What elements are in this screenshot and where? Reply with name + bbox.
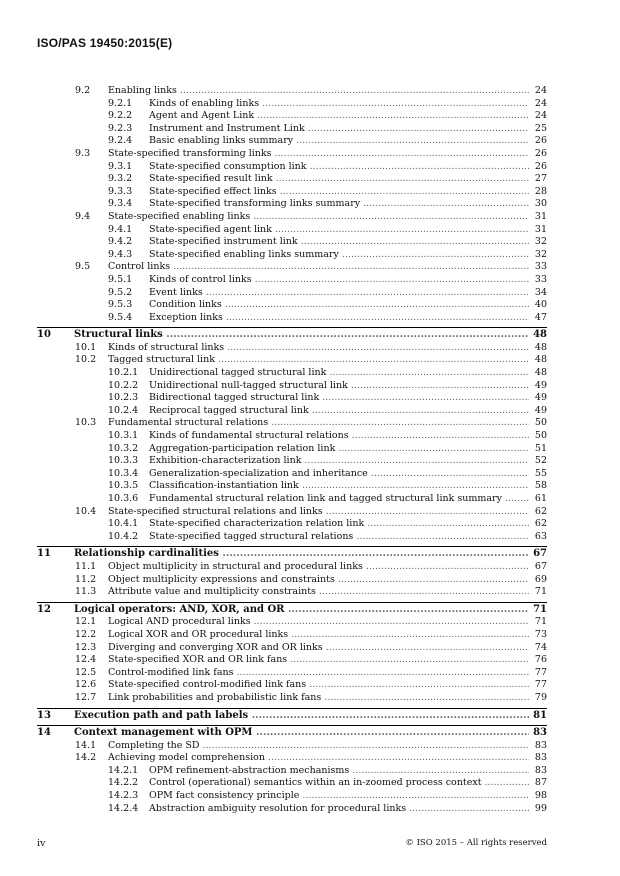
toc-entry-page: 24 bbox=[529, 85, 547, 98]
toc-entry-number: 12 bbox=[37, 603, 51, 615]
toc-entry[interactable] bbox=[37, 586, 547, 599]
page-footer bbox=[37, 838, 547, 849]
toc-entry-page: 49 bbox=[529, 380, 547, 393]
toc-entry[interactable] bbox=[37, 468, 547, 481]
toc-entry-page: 71 bbox=[529, 616, 547, 629]
toc-entry-number: 10.4.2 bbox=[108, 530, 139, 542]
toc-entry-page: 48 bbox=[529, 329, 547, 342]
chapter-separator bbox=[37, 725, 547, 726]
toc-entry[interactable] bbox=[37, 342, 547, 355]
toc-entry-page: 99 bbox=[529, 803, 547, 816]
toc-entry-title: State-specified transforming links ..... bbox=[108, 148, 529, 161]
toc-entry-page: 77 bbox=[529, 679, 547, 692]
toc-entry-number: 10.3.6 bbox=[108, 493, 139, 504]
toc-entry-title: Logical AND procedural links ..... bbox=[108, 616, 529, 629]
toc-entry-title: Event links ..... bbox=[149, 287, 529, 300]
toc-entry-page: 26 bbox=[529, 161, 547, 174]
toc-entry-number: 12.1 bbox=[75, 616, 97, 628]
toc-entry-number: 9.3.2 bbox=[108, 173, 133, 185]
toc-entry-title: Context management with OPM ..... bbox=[74, 727, 529, 740]
toc-entry-number: 9.3.4 bbox=[108, 198, 133, 210]
toc-entry-number: 12.5 bbox=[75, 666, 97, 678]
toc-entry-title: Kinds of structural links ..... bbox=[108, 342, 529, 355]
toc-entry-title: State-specified effect links ..... bbox=[149, 186, 529, 199]
toc-entry-number: 9.5.4 bbox=[108, 311, 133, 323]
toc-entry-page: 77 bbox=[529, 667, 547, 680]
toc-entry-title: Agent and Agent Link ..... bbox=[149, 110, 529, 123]
toc-entry-page: 51 bbox=[529, 443, 547, 456]
toc-entry-page: 49 bbox=[529, 392, 547, 405]
toc-entry-number: 9.2.4 bbox=[108, 135, 133, 147]
toc-entry-page: 47 bbox=[529, 312, 547, 325]
toc-entry-number: 11.1 bbox=[75, 560, 97, 572]
toc-entry-number: 14.2 bbox=[75, 752, 97, 764]
toc-entry-page: 31 bbox=[529, 211, 547, 224]
toc-entry-number: 9.4.1 bbox=[108, 223, 133, 235]
toc-entry-number: 9.3 bbox=[75, 147, 91, 159]
chapter-separator bbox=[37, 602, 547, 603]
toc-entry[interactable] bbox=[37, 667, 547, 680]
toc-entry-page: 87 bbox=[529, 777, 547, 790]
toc-entry-page: 27 bbox=[529, 173, 547, 186]
toc-entry[interactable] bbox=[37, 574, 547, 587]
toc-entry-page: 49 bbox=[529, 405, 547, 418]
toc-entry-title: State-specified control-modified link fans ..... bbox=[108, 679, 529, 692]
toc-entry-page: 71 bbox=[529, 604, 547, 617]
toc-entry[interactable] bbox=[37, 531, 547, 544]
toc-entry[interactable] bbox=[37, 236, 547, 249]
toc-entry-number: 9.4.3 bbox=[108, 248, 133, 260]
toc-entry[interactable] bbox=[37, 455, 547, 468]
toc-entry-title: Unidirectional null-tagged structural link ..... bbox=[149, 380, 529, 393]
toc-entry-page: 83 bbox=[529, 727, 547, 740]
toc-entry-page: 48 bbox=[529, 354, 547, 367]
chapter-separator bbox=[37, 546, 547, 547]
toc-entry-page: 52 bbox=[529, 455, 547, 468]
toc-entry-number: 14.1 bbox=[75, 739, 97, 751]
toc-entry[interactable] bbox=[37, 777, 547, 790]
toc-entry-number: 10 bbox=[37, 329, 51, 341]
toc-entry[interactable] bbox=[37, 803, 547, 816]
toc-entry-page: 32 bbox=[529, 249, 547, 262]
toc-entry-page: 83 bbox=[529, 740, 547, 753]
toc-entry-number: 9.2.2 bbox=[108, 110, 133, 122]
toc-entry[interactable] bbox=[37, 405, 547, 418]
toc-entry-number: 14.2.1 bbox=[108, 764, 139, 776]
toc-entry-title: Logical XOR and OR procedural links ..... bbox=[108, 629, 529, 642]
toc-entry-number: 9.3.1 bbox=[108, 160, 133, 172]
toc-entry-title: Fundamental structural relation link and tagged structural link summary ..... bbox=[149, 493, 529, 506]
toc-entry-title: Generalization-specialization and inheritance ..... bbox=[149, 468, 529, 481]
toc-entry[interactable] bbox=[37, 392, 547, 405]
toc-entry-page: 67 bbox=[529, 548, 547, 561]
toc-entry-number: 11 bbox=[37, 548, 51, 560]
toc-entry-title: Diverging and converging XOR and OR links ..... bbox=[108, 642, 529, 655]
toc-entry-page: 40 bbox=[529, 299, 547, 312]
toc-entry-number: 14 bbox=[37, 727, 51, 739]
toc-entry-title: State-specified enabling links ..... bbox=[108, 211, 529, 224]
toc-entry-number: 9.2.3 bbox=[108, 122, 133, 134]
toc-entry-title: State-specified characterization relation link ..... bbox=[149, 518, 529, 531]
toc-entry-title: Object multiplicity in structural and procedural links ..... bbox=[108, 561, 529, 574]
toc-entry[interactable] bbox=[37, 417, 547, 430]
toc-entry[interactable] bbox=[37, 679, 547, 692]
toc-entry-title: Basic enabling links summary ..... bbox=[149, 135, 529, 148]
toc-entry[interactable] bbox=[37, 224, 547, 237]
toc-entry-number: 10.3.5 bbox=[108, 480, 139, 492]
toc-entry-number: 13 bbox=[37, 709, 51, 721]
toc-entry[interactable] bbox=[37, 354, 547, 367]
toc-entry-number: 12.3 bbox=[75, 641, 97, 653]
toc-entry-title: State-specified tagged structural relations ..... bbox=[149, 531, 529, 544]
toc-entry-number: 10.4.1 bbox=[108, 518, 139, 530]
toc-entry-page: 32 bbox=[529, 236, 547, 249]
toc-entry-number: 14.2.3 bbox=[108, 790, 139, 802]
toc-entry-page: 55 bbox=[529, 468, 547, 481]
toc-entry-number: 14.2.4 bbox=[108, 802, 139, 814]
toc-entry-page: 25 bbox=[529, 123, 547, 136]
toc-entry-title: Control links ..... bbox=[108, 261, 529, 274]
toc-entry-number: 12.4 bbox=[75, 654, 97, 666]
toc-entry-title: Reciprocal tagged structural link ..... bbox=[149, 405, 529, 418]
toc-entry[interactable] bbox=[37, 367, 547, 380]
toc-entry[interactable] bbox=[37, 299, 547, 312]
toc-entry-title: State-specified result link ..... bbox=[149, 173, 529, 186]
toc-entry-page: 83 bbox=[529, 765, 547, 778]
toc-entry-number: 12.2 bbox=[75, 628, 97, 640]
toc-entry[interactable] bbox=[37, 727, 547, 740]
chapter-separator bbox=[37, 708, 547, 709]
toc-entry[interactable] bbox=[37, 518, 547, 531]
toc-entry[interactable] bbox=[37, 135, 547, 148]
toc-entry-page: 34 bbox=[529, 287, 547, 300]
toc-entry-title: State-specified instrument link ..... bbox=[149, 236, 529, 249]
toc-entry-number: 10.2.1 bbox=[108, 367, 139, 379]
toc-entry-page: 28 bbox=[529, 186, 547, 199]
toc-entry[interactable] bbox=[37, 710, 547, 723]
toc-entry-page: 71 bbox=[529, 586, 547, 599]
toc-entry-page: 62 bbox=[529, 518, 547, 531]
toc-entry[interactable] bbox=[37, 506, 547, 519]
toc-entry-number: 9.5 bbox=[75, 261, 91, 273]
toc-entry-title: Tagged structural link ..... bbox=[108, 354, 529, 367]
copyright-notice: © ISO 2015 – All rights reserved bbox=[405, 838, 547, 848]
toc-entry-title: State-specified transforming links summary ..... bbox=[149, 198, 529, 211]
toc-entry[interactable] bbox=[37, 765, 547, 778]
table-of-contents bbox=[37, 85, 547, 815]
toc-entry[interactable] bbox=[37, 123, 547, 136]
toc-entry-title: Attribute value and multiplicity constraints ..... bbox=[108, 586, 529, 599]
toc-entry-number: 9.2 bbox=[75, 85, 91, 96]
toc-entry[interactable] bbox=[37, 443, 547, 456]
toc-entry-title: Completing the SD ..... bbox=[108, 740, 529, 753]
toc-entry-page: 81 bbox=[529, 710, 547, 723]
toc-entry[interactable] bbox=[37, 740, 547, 753]
toc-entry[interactable] bbox=[37, 629, 547, 642]
page-number: iv bbox=[37, 838, 46, 849]
toc-entry[interactable] bbox=[37, 616, 547, 629]
toc-entry-page: 63 bbox=[529, 531, 547, 544]
toc-entry-title: Kinds of enabling links ..... bbox=[149, 98, 529, 111]
toc-entry-number: 10.1 bbox=[75, 341, 97, 353]
toc-entry-page: 50 bbox=[529, 417, 547, 430]
toc-entry-title: Object multiplicity expressions and constraints ..... bbox=[108, 574, 529, 587]
toc-entry-number: 14.2.2 bbox=[108, 777, 139, 789]
toc-entry-page: 98 bbox=[529, 790, 547, 803]
toc-entry[interactable] bbox=[37, 110, 547, 123]
toc-entry-number: 10.2.3 bbox=[108, 392, 139, 404]
toc-entry[interactable] bbox=[37, 98, 547, 111]
toc-entry-number: 11.3 bbox=[75, 586, 97, 598]
toc-entry-page: 48 bbox=[529, 342, 547, 355]
toc-entry-title: Achieving model comprehension ..... bbox=[108, 752, 529, 765]
toc-entry-page: 26 bbox=[529, 148, 547, 161]
toc-entry-title: Classification-instantiation link ..... bbox=[149, 480, 529, 493]
toc-entry-number: 10.3.3 bbox=[108, 455, 139, 467]
toc-entry[interactable] bbox=[37, 85, 547, 98]
toc-entry-title: Relationship cardinalities ..... bbox=[74, 548, 529, 561]
toc-entry-title: Condition links ..... bbox=[149, 299, 529, 312]
toc-entry-page: 83 bbox=[529, 752, 547, 765]
toc-entry-title: Instrument and Instrument Link ..... bbox=[149, 123, 529, 136]
toc-entry-title: Exception links ..... bbox=[149, 312, 529, 325]
toc-entry-page: 76 bbox=[529, 654, 547, 667]
toc-entry[interactable] bbox=[37, 261, 547, 274]
toc-entry-page: 62 bbox=[529, 506, 547, 519]
toc-entry-title: Fundamental structural relations ..... bbox=[108, 417, 529, 430]
toc-entry[interactable] bbox=[37, 604, 547, 617]
toc-entry-number: 12.6 bbox=[75, 679, 97, 691]
toc-entry-page: 73 bbox=[529, 629, 547, 642]
toc-entry[interactable] bbox=[37, 274, 547, 287]
toc-entry[interactable] bbox=[37, 211, 547, 224]
toc-entry-number: 10.4 bbox=[75, 505, 97, 517]
toc-entry[interactable] bbox=[37, 642, 547, 655]
toc-entry-number: 9.4.2 bbox=[108, 236, 133, 248]
toc-entry[interactable] bbox=[37, 148, 547, 161]
toc-entry[interactable] bbox=[37, 790, 547, 803]
toc-entry-title: State-specified agent link ..... bbox=[149, 224, 529, 237]
toc-entry-title: Abstraction ambiguity resolution for procedural links ..... bbox=[149, 803, 529, 816]
toc-entry-title: OPM fact consistency principle ..... bbox=[149, 790, 529, 803]
toc-entry[interactable] bbox=[37, 548, 547, 561]
toc-entry-number: 10.3.1 bbox=[108, 430, 139, 442]
toc-entry[interactable] bbox=[37, 198, 547, 211]
toc-entry-page: 58 bbox=[529, 480, 547, 493]
toc-entry-page: 50 bbox=[529, 430, 547, 443]
toc-entry[interactable] bbox=[37, 249, 547, 262]
toc-entry-number: 9.2.1 bbox=[108, 97, 133, 109]
toc-entry-number: 11.2 bbox=[75, 573, 97, 585]
toc-entry-page: 26 bbox=[529, 135, 547, 148]
toc-entry[interactable] bbox=[37, 329, 547, 342]
toc-entry-page: 69 bbox=[529, 574, 547, 587]
toc-entry-page: 33 bbox=[529, 261, 547, 274]
chapter-separator bbox=[37, 327, 547, 328]
toc-entry-title: Execution path and path labels ..... bbox=[74, 710, 529, 723]
toc-entry-title: Control-modified link fans ..... bbox=[108, 667, 529, 680]
toc-entry-page: 61 bbox=[529, 493, 547, 506]
toc-entry[interactable] bbox=[37, 173, 547, 186]
toc-entry-page: 67 bbox=[529, 561, 547, 574]
toc-entry[interactable] bbox=[37, 287, 547, 300]
toc-entry-title: State-specified consumption link ..... bbox=[149, 161, 529, 174]
toc-entry-title: State-specified enabling links summary ..... bbox=[149, 249, 529, 262]
toc-entry-title: Link probabilities and probabilistic link fans ..... bbox=[108, 692, 529, 705]
toc-entry-title: Structural links ..... bbox=[74, 329, 529, 342]
toc-entry-title: Exhibition-characterization link ..... bbox=[149, 455, 529, 468]
toc-entry-number: 9.3.3 bbox=[108, 185, 133, 197]
toc-entry-page: 79 bbox=[529, 692, 547, 705]
toc-entry-number: 10.2 bbox=[75, 354, 97, 366]
toc-entry-title: Enabling links ..... bbox=[108, 85, 529, 98]
toc-entry[interactable] bbox=[37, 654, 547, 667]
toc-entry-title: Kinds of control links ..... bbox=[149, 274, 529, 287]
toc-entry-number: 12.7 bbox=[75, 691, 97, 703]
toc-entry-number: 9.5.2 bbox=[108, 286, 133, 298]
toc-entry-page: 74 bbox=[529, 642, 547, 655]
toc-entry-title: State-specified XOR and OR link fans ..... bbox=[108, 654, 529, 667]
toc-entry-title: Unidirectional tagged structural link ..... bbox=[149, 367, 529, 380]
toc-entry-number: 9.4 bbox=[75, 210, 91, 222]
toc-entry-page: 31 bbox=[529, 224, 547, 237]
toc-entry-title: OPM refinement-abstraction mechanisms ..... bbox=[149, 765, 529, 778]
toc-entry-title: Control (operational) semantics within an in-zoomed process context ..... bbox=[149, 777, 529, 790]
toc-entry-title: State-specified structural relations and links ..... bbox=[108, 506, 529, 519]
toc-entry[interactable] bbox=[37, 692, 547, 705]
toc-entry-number: 10.3 bbox=[75, 417, 97, 429]
toc-entry-page: 30 bbox=[529, 198, 547, 211]
toc-entry[interactable] bbox=[37, 380, 547, 393]
toc-entry-page: 24 bbox=[529, 110, 547, 123]
toc-entry[interactable] bbox=[37, 480, 547, 493]
toc-entry[interactable] bbox=[37, 186, 547, 199]
toc-entry-number: 10.2.2 bbox=[108, 379, 139, 391]
toc-entry-title: Aggregation-participation relation link ..... bbox=[149, 443, 529, 456]
toc-entry[interactable] bbox=[37, 161, 547, 174]
toc-entry-title: Bidirectional tagged structural link ..... bbox=[149, 392, 529, 405]
toc-entry-title: Kinds of fundamental structural relations ..... bbox=[149, 430, 529, 443]
toc-entry-number: 10.3.4 bbox=[108, 467, 139, 479]
toc-entry-number: 10.2.4 bbox=[108, 404, 139, 416]
toc-entry-number: 9.5.1 bbox=[108, 273, 133, 285]
document-header: ISO/PAS 19450:2015(E) bbox=[37, 36, 173, 50]
toc-entry[interactable] bbox=[37, 752, 547, 765]
toc-entry-number: 9.5.3 bbox=[108, 299, 133, 311]
toc-entry-page: 24 bbox=[529, 98, 547, 111]
toc-entry-title: Logical operators: AND, XOR, and OR ..... bbox=[74, 604, 529, 617]
toc-entry[interactable] bbox=[37, 312, 547, 325]
toc-entry-page: 48 bbox=[529, 367, 547, 380]
toc-entry-number: 10.3.2 bbox=[108, 442, 139, 454]
toc-entry-page: 33 bbox=[529, 274, 547, 287]
toc-entry[interactable] bbox=[37, 561, 547, 574]
toc-entry[interactable] bbox=[37, 493, 547, 506]
toc-entry[interactable] bbox=[37, 430, 547, 443]
